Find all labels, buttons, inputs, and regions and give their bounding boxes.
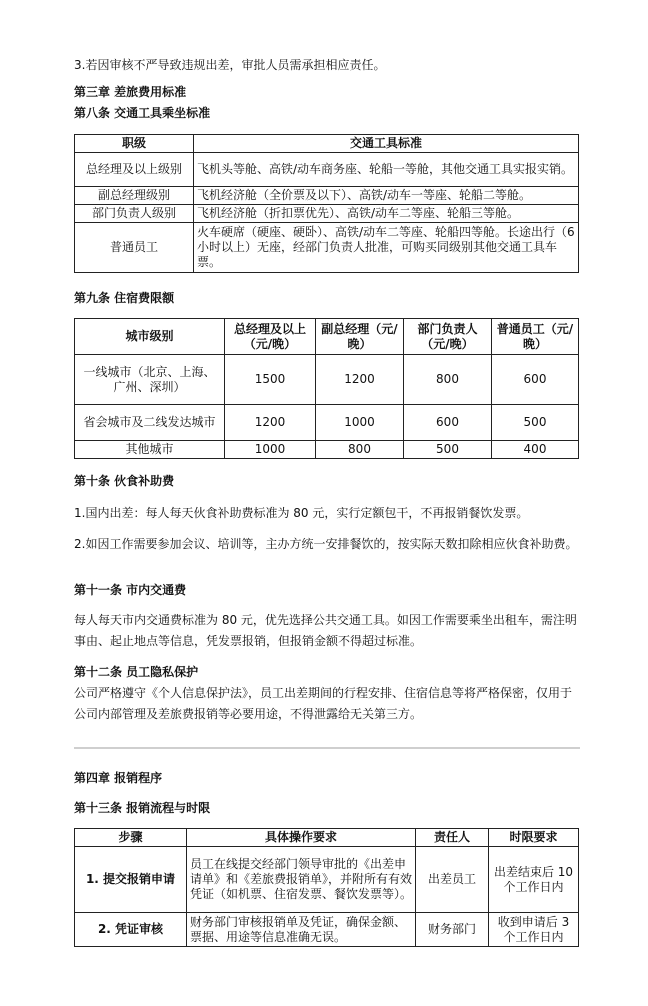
table-cell: 飞机经济舱（折扣票优先）、高铁/动车二等座、轮船三等舱。 (194, 205, 579, 223)
table-cell: 600 (492, 355, 579, 405)
top-line: 3.若因审核不严导致违规出差，审批人员需承担相应责任。 (74, 58, 386, 72)
table-row (75, 223, 579, 273)
table-row (75, 847, 579, 913)
table-cell: 总经理及以上级别 (75, 153, 194, 187)
table-header-cell: 副总经理（元/晚） (316, 319, 404, 355)
article11-title: 第十一条 市内交通费 (74, 583, 187, 597)
chapter3-title: 第三章 差旅费用标准 (74, 85, 187, 99)
table-row (75, 355, 579, 405)
table-cell: 出差员工 (416, 847, 489, 913)
table-cell: 飞机经济舱（全价票及以下）、高铁/动车一等座、轮船二等舱。 (194, 187, 579, 205)
table-cell: 1. 提交报销申请 (75, 847, 187, 913)
table-header-cell: 总经理及以上（元/晚） (225, 319, 316, 355)
table-cell: 1000 (316, 405, 404, 441)
table-header-cell: 部门负责人（元/晚） (404, 319, 492, 355)
chapter4-title: 第四章 报销程序 (74, 771, 163, 785)
table-row (75, 205, 579, 223)
table-header-row (75, 135, 579, 153)
process-table (74, 828, 579, 947)
article10-title: 第十条 伙食补助费 (74, 474, 175, 488)
table-row (75, 187, 579, 205)
table-cell: 副总经理级别 (75, 187, 194, 205)
table-cell: 500 (404, 441, 492, 459)
table-cell: 800 (316, 441, 404, 459)
table-header-cell: 普通员工（元/晚） (492, 319, 579, 355)
table-cell: 600 (404, 405, 492, 441)
article11-paragraph: 每人每天市内交通费标准为 80 元，优先选择公共交通工具。如因工作需要乘坐出租车，需注明事由、起止地点等信息，凭发票报销，但报销金额不得超过标准。 (74, 613, 577, 648)
article13-title: 第十三条 报销流程与时限 (74, 801, 211, 815)
table-row (75, 153, 579, 187)
table-cell: 1200 (316, 355, 404, 405)
transport-table (74, 134, 579, 273)
table-header-cell: 具体操作要求 (187, 829, 416, 847)
lodging-table (74, 318, 579, 459)
table-header-row (75, 829, 579, 847)
article12-title: 第十二条 员工隐私保护 (74, 665, 199, 679)
table-row (75, 913, 579, 947)
table-cell: 500 (492, 405, 579, 441)
section-divider (74, 747, 580, 749)
table-cell: 1500 (225, 355, 316, 405)
article12-paragraph: 公司严格遵守《个人信息保护法》，员工出差期间的行程安排、住宿信息等将严格保密，仅用于公司内部管理及差旅费报销等必要用途，不得泄露给无关第三方。 (74, 686, 573, 721)
article10-paragraph-2: 2.如因工作需要参加会议、培训等，主办方统一安排餐饮的，按实际天数扣除相应伙食补助费。 (74, 537, 578, 551)
table-cell: 2. 凭证审核 (75, 913, 187, 947)
table-header-cell: 责任人 (416, 829, 489, 847)
table-cell: 800 (404, 355, 492, 405)
table-cell: 出差结束后 10 个工作日内 (489, 847, 579, 913)
table-cell: 财务部门 (416, 913, 489, 947)
article10-paragraph-1: 1.国内出差：每人每天伙食补助费标准为 80 元，实行定额包干，不再报销餐饮发票。 (74, 506, 529, 520)
article8-title: 第八条 交通工具乘坐标准 (74, 106, 211, 120)
table-header-row (75, 319, 579, 355)
table-header-cell: 步骤 (75, 829, 187, 847)
table-cell: 400 (492, 441, 579, 459)
table-cell: 员工在线提交经部门领导审批的《出差申请单》和《差旅费报销单》，并附所有有效凭证（如机票、住宿发票、餐饮发票等）。 (187, 847, 416, 913)
table-cell: 火车硬席（硬座、硬卧）、高铁/动车二等座、轮船四等舱。长途出行（6 小时以上）无座，经部门负责人批准，可购买同级别其他交通工具车票。 (194, 223, 579, 273)
table-cell: 普通员工 (75, 223, 194, 273)
table-cell: 飞机头等舱、高铁/动车商务座、轮船一等舱，其他交通工具实报实销。 (194, 153, 579, 187)
table-header-cell: 交通工具标准 (194, 135, 579, 153)
table-cell: 省会城市及二线发达城市 (75, 405, 225, 441)
table-header-cell: 时限要求 (489, 829, 579, 847)
table-cell: 1000 (225, 441, 316, 459)
article9-title: 第九条 住宿费限额 (74, 291, 175, 305)
table-row (75, 441, 579, 459)
table-cell: 部门负责人级别 (75, 205, 194, 223)
table-cell: 一线城市（北京、上海、广州、深圳） (75, 355, 225, 405)
table-cell: 财务部门审核报销单及凭证，确保金额、票据、用途等信息准确无误。 (187, 913, 416, 947)
table-cell: 其他城市 (75, 441, 225, 459)
table-header-cell: 职级 (75, 135, 194, 153)
table-cell: 收到申请后 3 个工作日内 (489, 913, 579, 947)
table-cell: 1200 (225, 405, 316, 441)
table-row (75, 405, 579, 441)
table-header-cell: 城市级别 (75, 319, 225, 355)
